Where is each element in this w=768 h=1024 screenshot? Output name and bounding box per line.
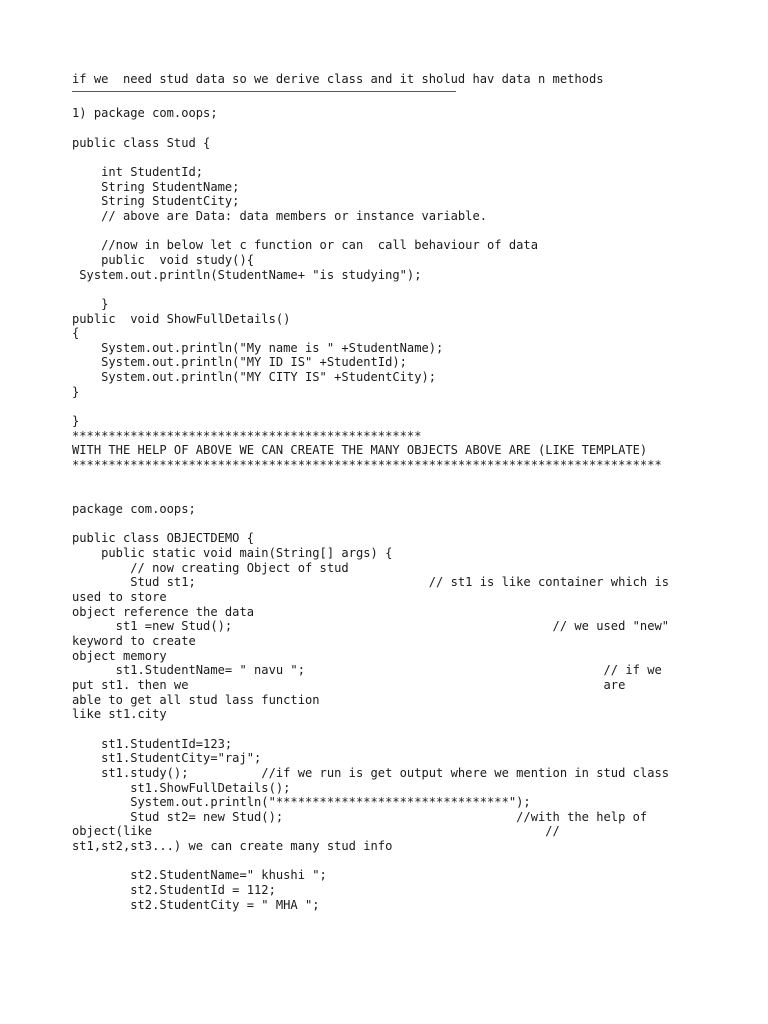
separator-bottom: *********************************************************************************	[72, 458, 662, 473]
stud-class-code: 1) package com.oops; public class Stud { int StudentId; String StudentName; String StudentCity; // above are Data: data members or instance variable. //now in below let c function or can call behaviour of data public void study(){ System.out.println(StudentName+ "is studying"); } public void ShowFullDetails() { System.out.println("My name is " +StudentName); System.out.println("MY ID IS" +StudentId); System.out.println("MY CITY IS" +StudentCity); } }	[72, 106, 538, 429]
separator-top: ************************************************	[72, 428, 422, 443]
document-heading: if we need stud data so we derive class and it sholud hav data n methods	[72, 72, 604, 86]
document-page	[72, 72, 712, 912]
object-demo-code: package com.oops; public class OBJECTDEMO { public static void main(String[] args) { // now creating Object of stud Stud st1; // st1 is like container which is used to store object reference the data st1 =new Stud(); // we used "new" keyword to create object memory st1.StudentName= " navu "; // if we put st1. then we are able to get all stud lass function like st1.city st1.StudentId=123; st1.StudentCity="raj"; st1.study(); //if we run is get output where we mention in stud class st1.ShowFullDetails(); System.out.println("********************************"); Stud st2= new Stud(); //with the help of object(like // st1,st2,st3...) we can create many stud info st2.StudentName=" khushi "; st2.StudentId = 112; st2.StudentCity = " MHA ";	[72, 502, 670, 912]
template-note: WITH THE HELP OF ABOVE WE CAN CREATE THE MANY OBJECTS ABOVE ARE (LIKE TEMPLATE)	[72, 443, 648, 458]
